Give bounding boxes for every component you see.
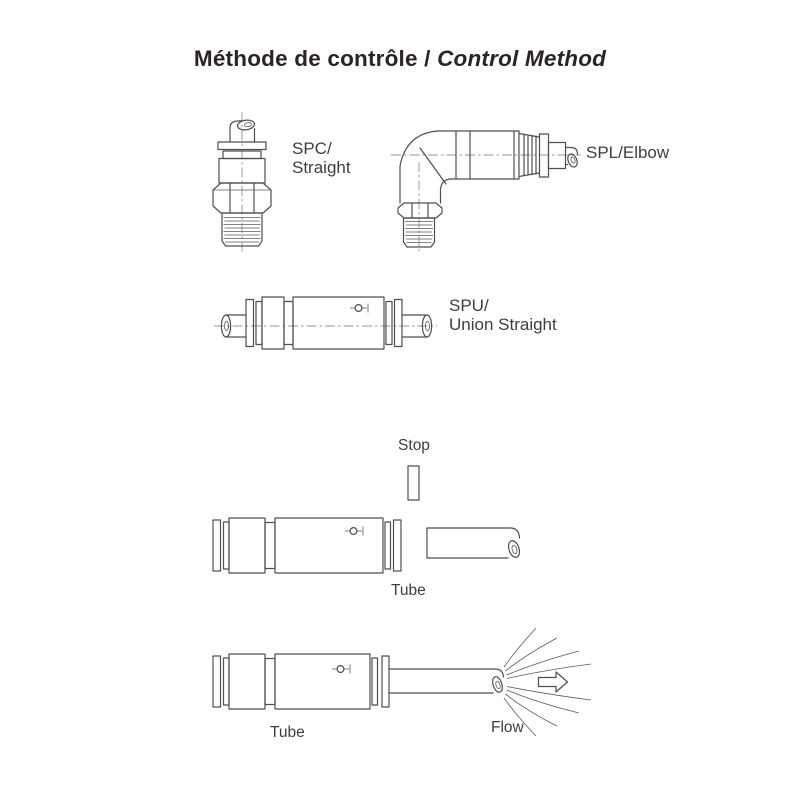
spc-fitting-label bbox=[292, 139, 351, 177]
tube-opening bbox=[491, 676, 504, 694]
union-fitting-bottom-drawing bbox=[213, 654, 389, 709]
hex-nut bbox=[398, 203, 442, 218]
stop-label: Stop bbox=[398, 437, 430, 454]
spu-fitting-label bbox=[449, 296, 557, 334]
stop-pin-drawing bbox=[408, 466, 419, 500]
flow-arrow-icon bbox=[539, 672, 568, 692]
spu-label-line2: Union Straight bbox=[449, 315, 557, 335]
spl-fitting-label: SPL/Elbow bbox=[586, 143, 670, 162]
spc-fitting-drawing bbox=[213, 112, 271, 252]
flow-direction-symbol bbox=[332, 665, 350, 674]
spu-fitting-drawing bbox=[214, 297, 437, 349]
flow-label: Flow bbox=[491, 719, 524, 736]
tube-bottom-drawing bbox=[389, 669, 504, 693]
tube-opening bbox=[507, 539, 522, 558]
spc-label-line1: SPC/ bbox=[292, 139, 332, 158]
union-fitting-middle-drawing bbox=[213, 518, 401, 573]
tube-bottom-label: Tube bbox=[270, 724, 305, 741]
spl-fitting-drawing bbox=[391, 131, 581, 253]
spu-label-line1: SPU/ bbox=[449, 296, 489, 315]
title-english: Control Method bbox=[437, 46, 607, 72]
flow-direction-symbol bbox=[345, 527, 363, 536]
tube-middle-label: Tube bbox=[391, 582, 426, 599]
flow-direction-symbol bbox=[350, 304, 368, 313]
title-separator: / bbox=[417, 46, 438, 72]
spc-label-line2: Straight bbox=[292, 158, 351, 178]
tube-middle-drawing bbox=[427, 528, 521, 559]
tube-opening bbox=[230, 119, 255, 142]
title-french: Méthode de contrôle bbox=[193, 46, 418, 72]
tube-opening bbox=[566, 148, 580, 169]
